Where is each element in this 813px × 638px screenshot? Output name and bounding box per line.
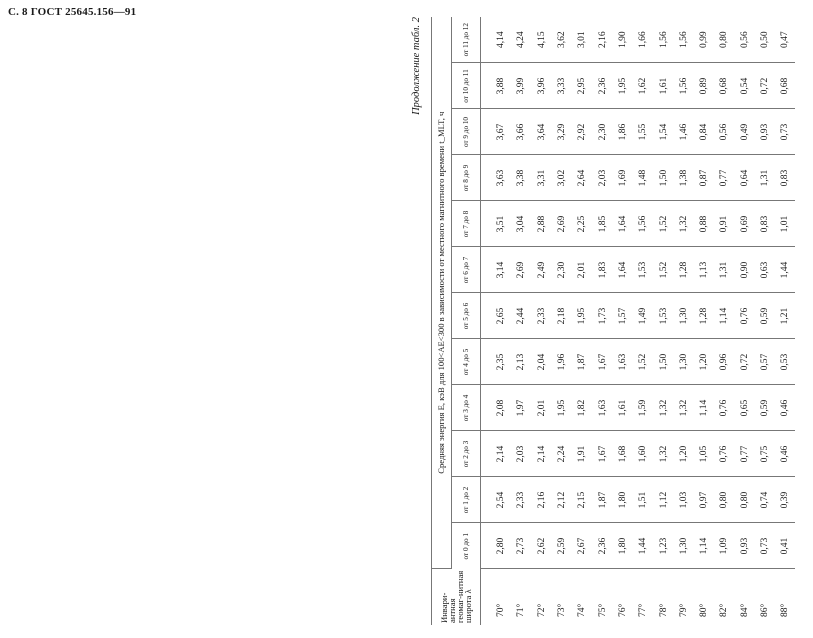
table-body [481,17,796,625]
column-header: от 3 до 4 [452,385,481,431]
value-cell: 1,63 [592,385,612,431]
page-header: С. 8 ГОСТ 25645.156—91 [8,6,137,18]
value-cell: 0,91 [714,201,734,247]
value-cell: 4,24 [511,17,531,63]
value-cell: 2,92 [572,109,592,155]
latitude-cell: 78° [658,603,669,617]
value-cell: 1,68 [613,431,633,477]
value-cell: 0,46 [775,431,795,477]
value-cell: 1,95 [552,385,572,431]
value-cell: 1,90 [613,17,633,63]
value-cell: 1,80 [613,523,633,569]
value-cell: 1,20 [694,339,714,385]
table-row [481,17,512,625]
value-cell: 2,62 [532,523,552,569]
value-cell: 0,88 [694,201,714,247]
value-cell: 1,30 [674,339,694,385]
value-cell: 2,54 [481,477,512,523]
table-row [674,17,694,625]
latitude-cell: 76° [617,603,628,617]
table-row [552,17,572,625]
value-cell: 2,49 [532,247,552,293]
value-cell: 0,39 [775,477,795,523]
value-cell: 2,12 [552,477,572,523]
value-cell: 0,65 [735,385,755,431]
value-cell: 3,29 [552,109,572,155]
value-cell: 1,95 [572,293,592,339]
value-cell: 0,69 [735,201,755,247]
value-cell: 3,02 [552,155,572,201]
value-cell: 2,69 [511,247,531,293]
latitude-cell: 70° [496,603,507,617]
value-cell: 1,67 [592,431,612,477]
value-cell: 1,66 [633,17,653,63]
value-cell: 0,74 [755,477,775,523]
value-cell: 0,68 [775,63,795,109]
value-cell: 3,66 [511,109,531,155]
column-header: от 11 до 12 [452,17,481,63]
table-row [592,17,612,625]
value-cell: 0,93 [755,109,775,155]
value-cell: 1,01 [775,201,795,247]
column-header: от 6 до 7 [452,247,481,293]
value-cell: 2,59 [552,523,572,569]
value-cell: 2,73 [511,523,531,569]
value-cell: 1,38 [674,155,694,201]
value-cell: 1,87 [572,339,592,385]
value-cell: 1,31 [755,155,775,201]
value-cell: 1,54 [653,109,673,155]
table-row [735,17,755,625]
value-cell: 1,62 [633,63,653,109]
value-cell: 0,97 [694,477,714,523]
value-cell: 2,33 [511,477,531,523]
value-cell: 2,08 [481,385,512,431]
value-cell: 1,56 [674,17,694,63]
value-cell: 1,56 [653,17,673,63]
value-cell: 2,67 [572,523,592,569]
table-row [714,17,734,625]
value-cell: 1,57 [613,293,633,339]
value-cell: 1,55 [633,109,653,155]
energy-table [431,17,795,625]
value-cell: 1,32 [674,201,694,247]
value-cell: 1,56 [633,201,653,247]
column-header: от 0 до 1 [452,523,481,569]
value-cell: 1,63 [613,339,633,385]
value-cell: 1,64 [613,247,633,293]
value-cell: 3,67 [481,109,512,155]
value-cell: 1,53 [633,247,653,293]
value-cell: 0,77 [735,431,755,477]
value-cell: 2,04 [532,339,552,385]
column-header: от 9 до 10 [452,109,481,155]
value-cell: 3,14 [481,247,512,293]
value-cell: 0,73 [775,109,795,155]
value-cell: 2,16 [532,477,552,523]
value-cell: 0,56 [714,109,734,155]
value-cell: 1,59 [633,385,653,431]
value-cell: 0,90 [735,247,755,293]
value-cell: 1,85 [592,201,612,247]
value-cell: 1,30 [674,523,694,569]
value-cell: 0,84 [694,109,714,155]
value-cell: 1,50 [653,155,673,201]
value-cell: 1,21 [775,293,795,339]
value-cell: 3,99 [511,63,531,109]
value-cell: 1,20 [674,431,694,477]
value-cell: 0,76 [714,431,734,477]
latitude-cell: 80° [699,603,710,617]
value-cell: 3,33 [552,63,572,109]
latitude-column-header: Инвари-антная геомаг-нитная широта λ [431,569,481,625]
column-header: от 10 до 11 [452,63,481,109]
value-cell: 0,59 [755,293,775,339]
value-cell: 2,14 [532,431,552,477]
value-cell: 0,47 [775,17,795,63]
value-cell: 0,64 [735,155,755,201]
value-cell: 1,52 [653,247,673,293]
value-cell: 0,49 [735,109,755,155]
value-cell: 2,01 [572,247,592,293]
value-cell: 2,14 [481,431,512,477]
value-cell: 1,83 [592,247,612,293]
value-cell: 2,30 [592,109,612,155]
continuation-label: Продолжение табл. 2 [411,17,422,115]
value-cell: 1,30 [674,293,694,339]
value-cell: 3,01 [572,17,592,63]
column-header: от 4 до 5 [452,339,481,385]
value-cell: 2,25 [572,201,592,247]
value-cell: 1,73 [592,293,612,339]
latitude-cell: 88° [780,603,791,617]
value-cell: 0,83 [775,155,795,201]
value-cell: 1,32 [674,385,694,431]
value-cell: 0,80 [714,17,734,63]
value-cell: 1,12 [653,477,673,523]
value-cell: 1,96 [552,339,572,385]
value-cell: 1,69 [613,155,633,201]
value-cell: 2,01 [532,385,552,431]
value-cell: 1,67 [592,339,612,385]
value-cell: 0,75 [755,431,775,477]
value-cell: 1,80 [613,477,633,523]
latitude-cell: 73° [557,603,568,617]
value-cell: 4,14 [481,17,512,63]
value-cell: 1,49 [633,293,653,339]
value-cell: 0,50 [755,17,775,63]
latitude-cell: 75° [597,603,608,617]
value-cell: 2,36 [592,523,612,569]
value-cell: 2,69 [552,201,572,247]
column-header: от 2 до 3 [452,431,481,477]
value-cell: 1,87 [592,477,612,523]
value-cell: 1,95 [613,63,633,109]
value-cell: 1,64 [613,201,633,247]
group-header: Средняя энергия E, кэВ для 100<AE<300 в зависимости от местного магнитного времени t_MLT, ч [431,17,452,569]
value-cell: 1,61 [613,385,633,431]
table-row [755,17,775,625]
value-cell: 1,48 [633,155,653,201]
value-cell: 3,88 [481,63,512,109]
latitude-cell: 77° [638,603,649,617]
value-cell: 0,96 [714,339,734,385]
value-cell: 1,61 [653,63,673,109]
value-cell: 1,44 [633,523,653,569]
value-cell: 0,76 [714,385,734,431]
value-cell: 1,50 [653,339,673,385]
table-row [613,17,633,625]
value-cell: 0,53 [775,339,795,385]
value-cell: 0,93 [735,523,755,569]
rotated-table-area [413,15,813,625]
value-cell: 1,52 [633,339,653,385]
value-cell: 2,95 [572,63,592,109]
value-cell: 0,77 [714,155,734,201]
value-cell: 1,52 [653,201,673,247]
column-header: от 1 до 2 [452,477,481,523]
value-cell: 0,59 [755,385,775,431]
value-cell: 0,63 [755,247,775,293]
value-cell: 2,44 [511,293,531,339]
value-cell: 2,18 [552,293,572,339]
value-cell: 2,35 [481,339,512,385]
table-row [653,17,673,625]
value-cell: 1,32 [653,431,673,477]
value-cell: 1,14 [694,385,714,431]
table-row [633,17,653,625]
latitude-cell: 86° [760,603,770,617]
value-cell: 2,24 [552,431,572,477]
latitude-cell: 79° [678,603,689,617]
latitude-cell: 74° [577,603,588,617]
value-cell: 1,32 [653,385,673,431]
value-cell: 0,72 [735,339,755,385]
value-cell: 1,14 [694,523,714,569]
value-cell: 2,88 [532,201,552,247]
value-cell: 1,23 [653,523,673,569]
value-cell: 0,46 [775,385,795,431]
value-cell: 3,38 [511,155,531,201]
value-cell: 2,16 [592,17,612,63]
column-headers-row [452,17,481,625]
column-header: от 8 до 9 [452,155,481,201]
value-cell: 1,13 [694,247,714,293]
value-cell: 1,82 [572,385,592,431]
value-cell: 1,14 [714,293,734,339]
value-cell: 3,63 [481,155,512,201]
value-cell: 1,09 [714,523,734,569]
value-cell: 1,91 [572,431,592,477]
value-cell: 2,30 [552,247,572,293]
value-cell: 1,97 [511,385,531,431]
latitude-cell: 71° [516,603,527,617]
value-cell: 2,36 [592,63,612,109]
value-cell: 2,64 [572,155,592,201]
value-cell: 1,86 [613,109,633,155]
value-cell: 0,83 [755,201,775,247]
value-cell: 1,28 [694,293,714,339]
column-header: от 7 до 8 [452,201,481,247]
value-cell: 2,03 [592,155,612,201]
value-cell: 0,41 [775,523,795,569]
value-cell: 2,33 [532,293,552,339]
value-cell: 2,15 [572,477,592,523]
value-cell: 1,46 [674,109,694,155]
table-row [694,17,714,625]
value-cell: 1,53 [653,293,673,339]
value-cell: 3,31 [532,155,552,201]
value-cell: 0,57 [755,339,775,385]
value-cell: 0,87 [694,155,714,201]
value-cell: 0,73 [755,523,775,569]
table-row [532,17,552,625]
value-cell: 4,15 [532,17,552,63]
value-cell: 0,56 [735,17,755,63]
value-cell: 1,28 [674,247,694,293]
value-cell: 0,99 [694,17,714,63]
value-cell: 1,05 [694,431,714,477]
value-cell: 3,04 [511,201,531,247]
value-cell: 2,13 [511,339,531,385]
value-cell: 0,89 [694,63,714,109]
value-cell: 1,56 [674,63,694,109]
value-cell: 3,64 [532,109,552,155]
value-cell: 1,31 [714,247,734,293]
table-row [572,17,592,625]
value-cell: 2,03 [511,431,531,477]
value-cell: 1,44 [775,247,795,293]
value-cell: 3,62 [552,17,572,63]
value-cell: 3,96 [532,63,552,109]
value-cell: 3,51 [481,201,512,247]
table-row [775,17,795,625]
value-cell: 1,51 [633,477,653,523]
latitude-cell: 72° [536,603,547,617]
table-row [511,17,531,625]
value-cell: 0,80 [735,477,755,523]
latitude-cell: 84° [739,603,750,617]
value-cell: 0,72 [755,63,775,109]
value-cell: 0,68 [714,63,734,109]
value-cell: 1,03 [674,477,694,523]
column-header: от 5 до 6 [452,293,481,339]
value-cell: 2,80 [481,523,512,569]
value-cell: 2,65 [481,293,512,339]
value-cell: 0,76 [735,293,755,339]
value-cell: 0,80 [714,477,734,523]
value-cell: 0,54 [735,63,755,109]
latitude-cell: 82° [719,603,730,617]
value-cell: 1,60 [633,431,653,477]
